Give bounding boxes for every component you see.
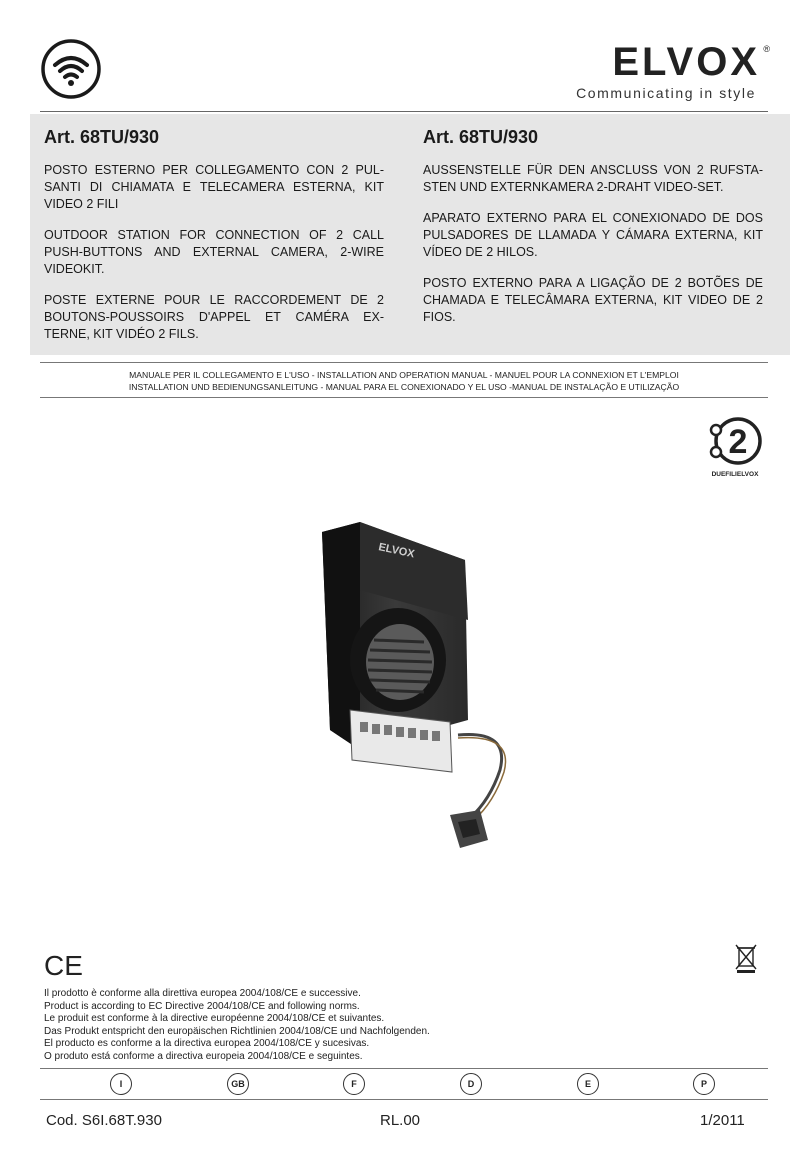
- duefili-numeral: 2: [728, 423, 748, 461]
- duefili-caption: DUEFILIELVOX: [711, 471, 759, 478]
- manual-title-strip: [40, 369, 768, 393]
- device-brand: ELVOX: [377, 541, 416, 561]
- divider: [40, 1099, 768, 1100]
- language-badge-it: I: [110, 1073, 132, 1095]
- divider: [40, 397, 768, 398]
- compliance-line: Il prodotto è conforme alla direttiva europea 2004/108/CE e successive.: [44, 988, 361, 999]
- language-badge-fr: F: [343, 1073, 365, 1095]
- right-column: [423, 126, 763, 340]
- description-pt: POSTO EXTERNO PARA A LIGAÇÃO DE 2 BOTÕES DE CHAMADA E TELECÂMARA EXTERNA, KIT VIDEO DE 2 FIOS.: [423, 276, 763, 324]
- compliance-line: Das Produkt entspricht den europäischen Richtlinien 2004/108/CE und Nachfolgenden.: [44, 1025, 430, 1037]
- duefili-logo-icon: [704, 414, 766, 470]
- weee-bin-icon: [734, 942, 758, 974]
- divider: [40, 362, 768, 363]
- left-column: [44, 126, 384, 357]
- compliance-line: Product is according to EC Directive 2004/108/CE and following norms.: [44, 1000, 360, 1012]
- manual-title-line: INSTALLATION UND BEDIENUNGSANLEITUNG - MANUAL PARA EL CONEXIONADO Y EL USO -MANUAL DE INSTALAÇÃO E UTILIZAÇÃO: [128, 382, 680, 392]
- document-revision: RL.00: [380, 1112, 421, 1129]
- article-info-panel: [30, 114, 790, 355]
- language-badge-gb: GB: [227, 1073, 249, 1095]
- ce-mark-icon: [44, 952, 84, 978]
- language-badge-pt: P: [693, 1073, 715, 1095]
- brand-logo: [560, 40, 770, 104]
- language-badge-de: D: [460, 1073, 482, 1095]
- wireless-logo-icon: [40, 38, 102, 100]
- compliance-line: O produto está conforme a directiva europeia 2004/108/CE e seguintes.: [44, 1050, 363, 1062]
- description-es: APARATO EXTERNO PARA EL CONEXIONADO DE DOS PULSADORES DE LLAMADA Y CÁMARA EXTERNA, KIT VÍDEO DE 2 HILOS.: [423, 211, 763, 259]
- header-divider: [40, 111, 768, 112]
- article-title: Art. 68TU/930: [44, 127, 160, 147]
- language-badge-es: E: [577, 1073, 599, 1095]
- document-date: 1/2011: [700, 1112, 745, 1129]
- compliance-line: Le produit est conforme à la directive européenne 2004/108/CE et suivantes.: [44, 1013, 385, 1025]
- compliance-statement: [44, 988, 564, 1064]
- description-fr: POSTE EXTERNE POUR LE RACCORDEMENT DE 2 BOUTONS-POUSSOIRS D'APPEL ET CAMÉRA EX-TERNE, KIT VIDÉO 2 FILS.: [44, 293, 384, 341]
- description-de: AUSSENSTELLE FÜR DEN ANSCLUSS VON 2 RUFSTA-STEN UND EXTERNKAMERA 2-DRAHT VIDEO-SET.: [423, 163, 763, 194]
- brand-tagline: Communicating in style: [576, 85, 756, 101]
- article-title: Art. 68TU/930: [423, 127, 539, 147]
- product-photo: [300, 510, 540, 870]
- description-it: POSTO ESTERNO PER COLLEGAMENTO CON 2 PUL-SANTI DI CHIAMATA E TELECAMERA ESTERNA, KIT VIDEO 2 FILI: [44, 163, 384, 211]
- svg-text:CE: CE: [44, 952, 83, 978]
- divider: [40, 1068, 768, 1069]
- registered-mark: ®: [763, 44, 770, 54]
- description-en: OUTDOOR STATION FOR CONNECTION OF 2 CALL PUSH-BUTTONS AND EXTERNAL CAMERA, 2-WIRE VIDEOKIT.: [44, 228, 384, 276]
- document-code: Cod. S6I.68T.930: [46, 1112, 162, 1129]
- brand-name: ELVOX: [612, 40, 760, 84]
- manual-title-line: MANUALE PER IL COLLEGAMENTO E L'USO - INSTALLATION AND OPERATION MANUAL - MANUEL POUR LA CONNEXION ET L'EMPLOI: [129, 370, 679, 380]
- compliance-line: El producto es conforme a la directiva europea 2004/108/CE y sucesivas.: [44, 1038, 370, 1050]
